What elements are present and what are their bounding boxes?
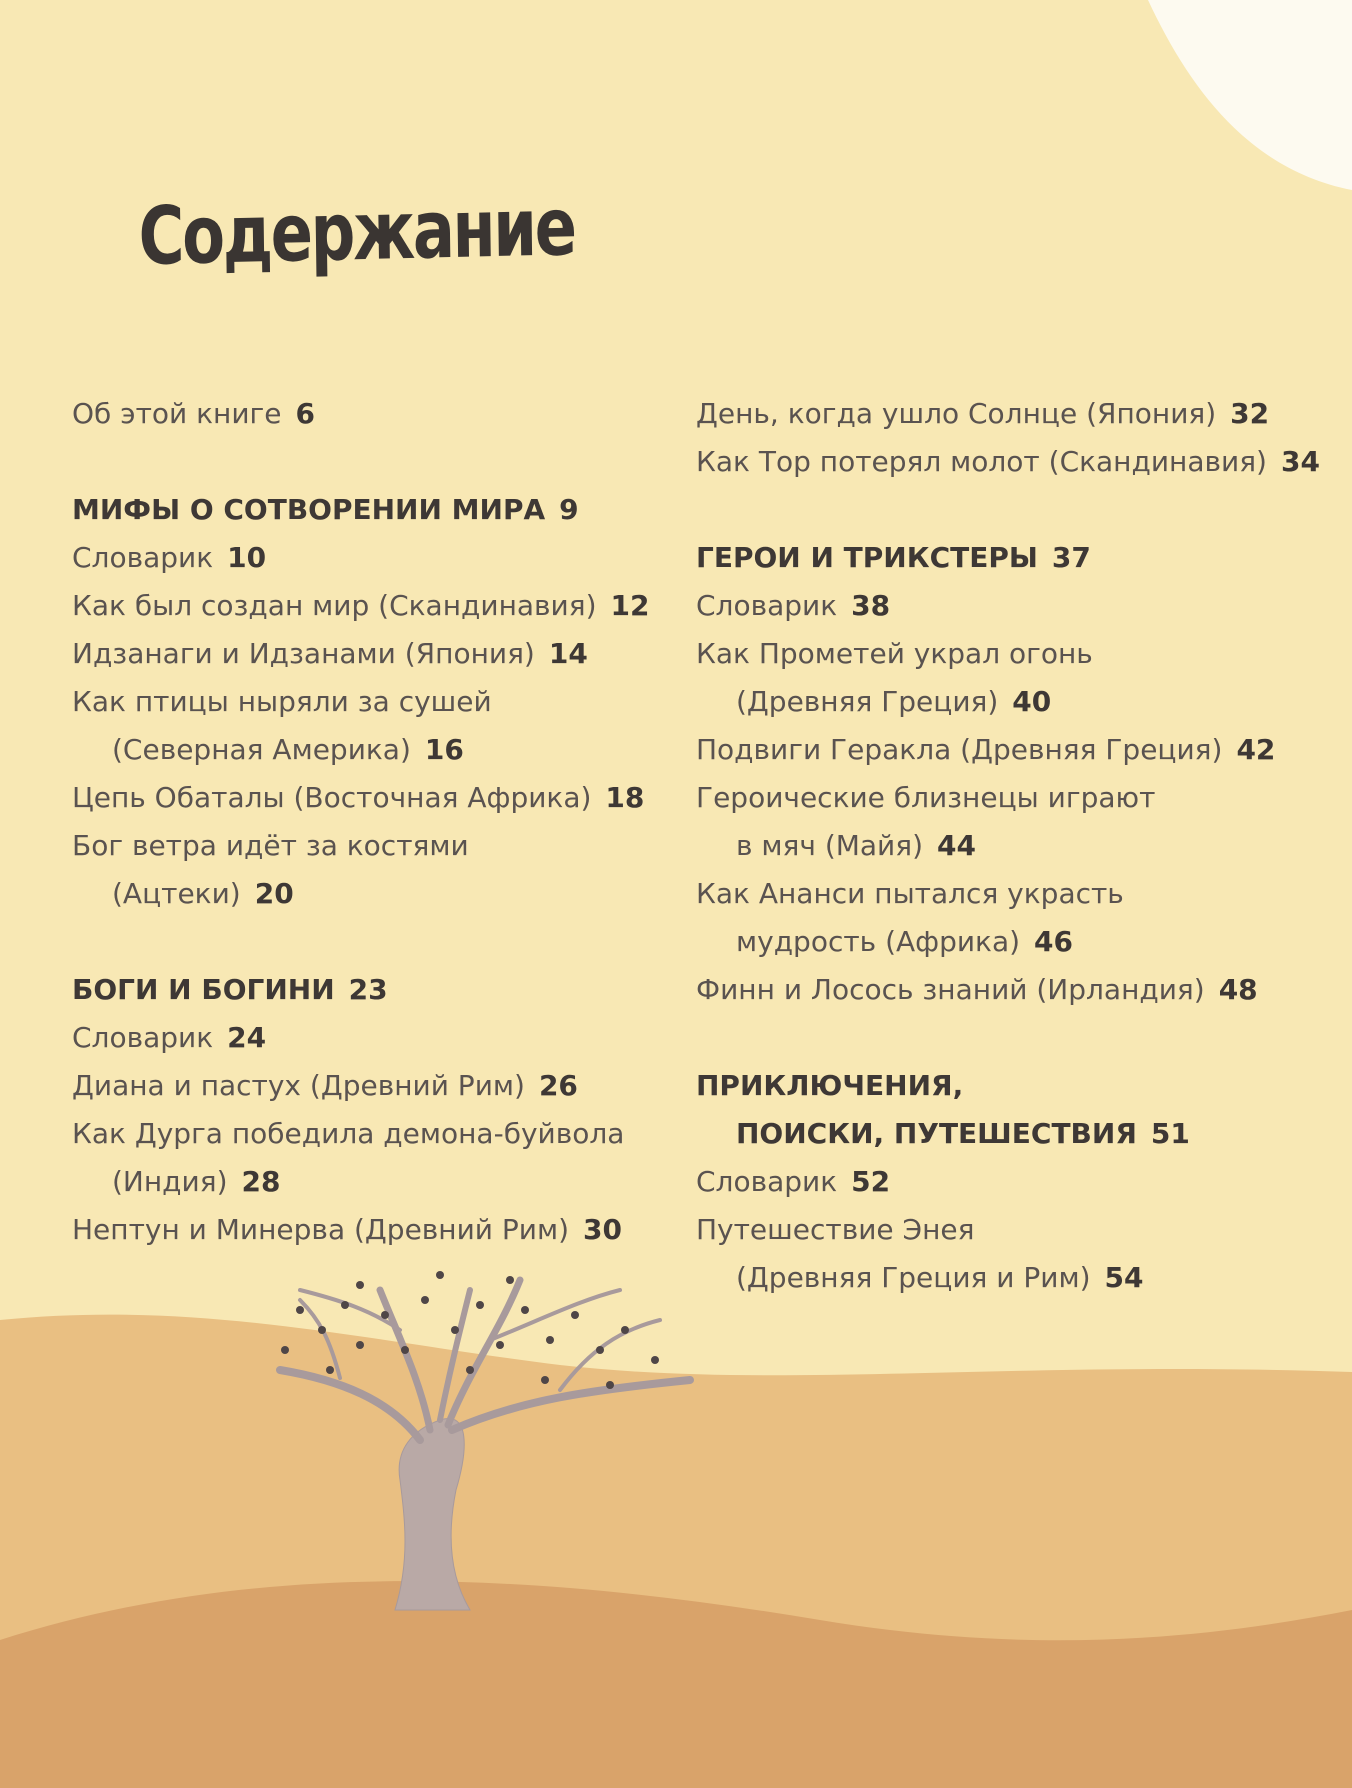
- toc-page-number: 40: [1012, 685, 1052, 718]
- toc-entry[interactable]: [72, 1062, 712, 1110]
- toc-entry-text: (Северная Америка): [112, 733, 411, 766]
- toc-entry[interactable]: [72, 1206, 712, 1254]
- toc-entry[interactable]: [696, 582, 1336, 630]
- toc-entry[interactable]: [696, 726, 1336, 774]
- toc-page-number: 44: [937, 829, 976, 862]
- toc-entry[interactable]: [696, 438, 1336, 486]
- toc-entry-text: ПОИСКИ, ПУТЕШЕСТВИЯ: [736, 1117, 1137, 1150]
- toc-entry[interactable]: [72, 390, 712, 438]
- toc-entry-continuation[interactable]: [696, 1254, 1336, 1302]
- toc-entry-text: ПРИКЛЮЧЕНИЯ,: [696, 1069, 964, 1102]
- toc-entry-text: Бог ветра идёт за костями: [72, 829, 469, 862]
- toc-entry-text: ГЕРОИ И ТРИКСТЕРЫ: [696, 541, 1038, 574]
- toc-entry-continuation[interactable]: [696, 678, 1336, 726]
- toc-entry-text: (Древняя Греция и Рим): [736, 1261, 1091, 1294]
- toc-entry-text: Как Ананси пытался украсть: [696, 877, 1124, 910]
- toc-entry-text: Словарик: [72, 541, 214, 574]
- toc-entry-text: Как Прометей украл огонь: [696, 637, 1093, 670]
- toc-entry-text: Финн и Лосось знаний (Ирландия): [696, 973, 1205, 1006]
- toc-page-number: 32: [1230, 397, 1270, 430]
- toc-page-number: 6: [295, 397, 315, 430]
- toc-entry-text: в мяч (Майя): [736, 829, 924, 862]
- toc-page-number: 20: [254, 877, 294, 910]
- toc-page-number: 54: [1104, 1261, 1144, 1294]
- toc-entry[interactable]: [72, 534, 712, 582]
- toc-page-number: 34: [1280, 445, 1320, 478]
- toc-section-heading[interactable]: [72, 486, 712, 534]
- toc-section-heading[interactable]: [696, 534, 1336, 582]
- toc-page-number: 14: [548, 637, 588, 670]
- toc-entry-continuation[interactable]: [72, 870, 712, 918]
- toc-entry-text: Словарик: [696, 589, 838, 622]
- toc-entry[interactable]: [696, 1206, 1336, 1254]
- toc-entry[interactable]: [696, 966, 1336, 1014]
- toc-entry[interactable]: [72, 822, 712, 870]
- toc-entry-text: Как Тор потерял молот (Скандинавия): [696, 445, 1267, 478]
- toc-entry-text: мудрость (Африка): [736, 925, 1021, 958]
- toc-entry-text: Диана и пастух (Древний Рим): [72, 1069, 525, 1102]
- toc-page-number: 16: [424, 733, 464, 766]
- toc-entry-text: Об этой книге: [72, 397, 282, 430]
- toc-entry[interactable]: [72, 1110, 712, 1158]
- toc-page-number: 9: [559, 493, 579, 526]
- toc-entry-text: БОГИ И БОГИНИ: [72, 973, 335, 1006]
- toc-entry-text: Как был создан мир (Скандинавия): [72, 589, 597, 622]
- toc-entry-text: (Ацтеки): [112, 877, 241, 910]
- toc-entry[interactable]: [72, 678, 712, 726]
- toc-entry-text: Героические близнецы играют: [696, 781, 1156, 814]
- toc-right-column: [696, 390, 1336, 1302]
- toc-entry[interactable]: [696, 774, 1336, 822]
- toc-entry-text: Как Дурга победила демона-буйвола: [72, 1117, 625, 1150]
- toc-entry-text: Путешествие Энея: [696, 1213, 975, 1246]
- toc-entry[interactable]: [72, 774, 712, 822]
- toc-page-number: 24: [227, 1021, 267, 1054]
- toc-page-number: 28: [241, 1165, 281, 1198]
- toc-page-number: 42: [1236, 733, 1276, 766]
- toc-entry[interactable]: [72, 1014, 712, 1062]
- toc-entry-text: Нептун и Минерва (Древний Рим): [72, 1213, 570, 1246]
- toc-entry-text: Как птицы ныряли за сушей: [72, 685, 492, 718]
- toc-entry[interactable]: [696, 870, 1336, 918]
- toc-entry-text: Словарик: [696, 1165, 838, 1198]
- toc-left-column: [72, 390, 712, 1254]
- toc-entry-text: МИФЫ О СОТВОРЕНИИ МИРА: [72, 493, 546, 526]
- toc-page-number: 23: [348, 973, 388, 1006]
- toc-entry[interactable]: [696, 1158, 1336, 1206]
- toc-entry[interactable]: [696, 630, 1336, 678]
- toc-section-heading[interactable]: [696, 1062, 1336, 1110]
- toc-entry-continuation[interactable]: [696, 822, 1336, 870]
- toc-entry[interactable]: [72, 582, 712, 630]
- page-title: Содержание: [138, 180, 576, 283]
- toc-entry-text: День, когда ушло Солнце (Япония): [696, 397, 1217, 430]
- toc-entry-text: (Древняя Греция): [736, 685, 999, 718]
- toc-entry-continuation[interactable]: [696, 918, 1336, 966]
- toc-page-number: 18: [605, 781, 645, 814]
- toc-page-number: 30: [583, 1213, 622, 1246]
- toc-entry[interactable]: [696, 390, 1336, 438]
- toc-entry-text: Подвиги Геракла (Древняя Греция): [696, 733, 1223, 766]
- toc-entry-text: Идзанаги и Идзанами (Япония): [72, 637, 535, 670]
- toc-section-heading[interactable]: [72, 966, 712, 1014]
- toc-page-number: 37: [1051, 541, 1091, 574]
- toc-page-number: 52: [851, 1165, 891, 1198]
- toc-entry-text: Цепь Обаталы (Восточная Африка): [72, 781, 592, 814]
- toc-page-number: 26: [538, 1069, 578, 1102]
- toc-entry-text: (Индия): [112, 1165, 228, 1198]
- toc-page-number: 12: [610, 589, 650, 622]
- toc-entry[interactable]: [72, 630, 712, 678]
- toc-page-number: 38: [851, 589, 891, 622]
- toc-page-number: 48: [1218, 973, 1258, 1006]
- toc-entry-continuation[interactable]: [72, 1158, 712, 1206]
- toc-entry-continuation[interactable]: [72, 726, 712, 774]
- toc-section-heading-continuation[interactable]: [696, 1110, 1336, 1158]
- toc-page-number: 51: [1150, 1117, 1190, 1150]
- toc-page-number: 10: [227, 541, 267, 574]
- toc-page-number: 46: [1034, 925, 1074, 958]
- toc-entry-text: Словарик: [72, 1021, 214, 1054]
